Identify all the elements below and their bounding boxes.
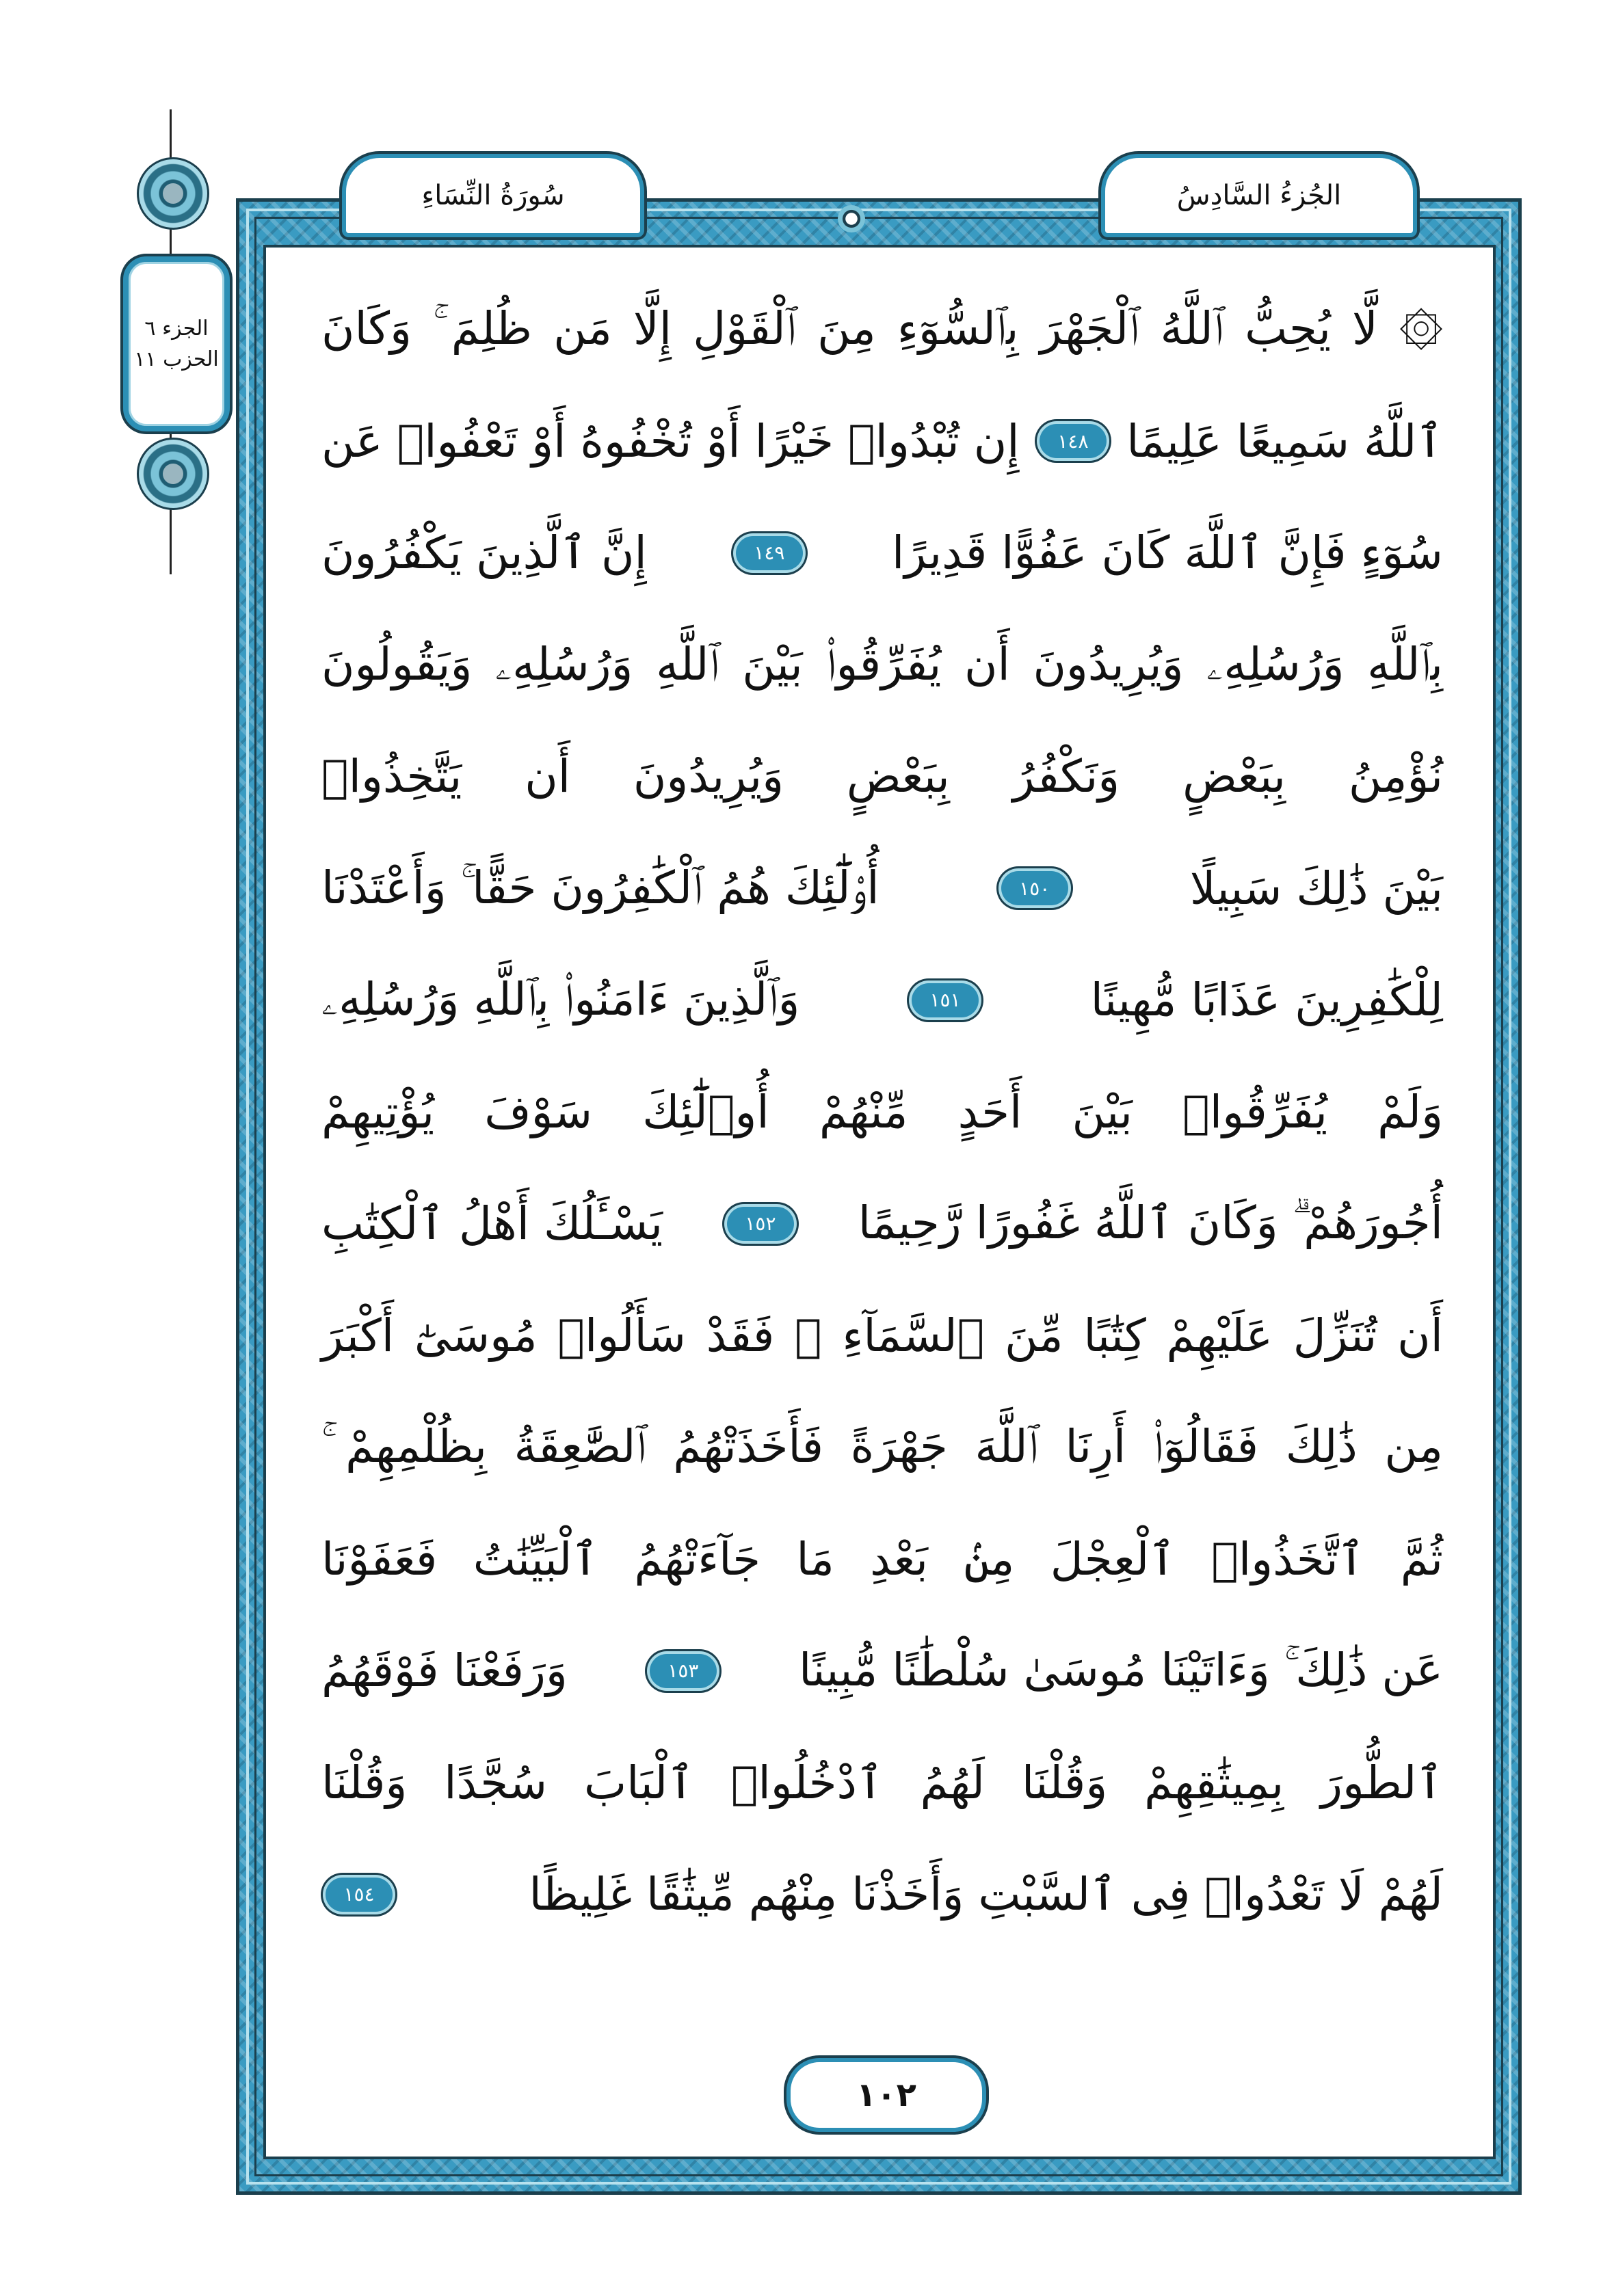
verse-text: أُجُورَهُمْ ۗ وَكَانَ ٱللَّهُ غَفُورًا رَّحِيمًا: [858, 1197, 1443, 1250]
verse-text: لِلْكَٰفِرِينَ عَذَابًا مُّهِينًا: [1090, 974, 1443, 1027]
verse-text: وَرَفَعْنَا فَوْقَهُمُ: [321, 1644, 568, 1698]
ayah-number-badge: ١٥٣: [650, 1654, 717, 1688]
verse-line: [321, 1168, 1443, 1280]
surah-title: سُورَةُ النِّسَاءِ: [342, 154, 644, 237]
juz-hizb-box: [123, 256, 230, 431]
verse-text: بِٱللَّهِ وَرُسُلِهِۦ وَيُرِيدُونَ أَن يُفَرِّقُوا۟ بَيْنَ ٱللَّهِ وَرُسُلِهِۦ وَيَقُولُونَ: [321, 637, 1443, 691]
juz-marker: [120, 109, 222, 574]
verse-line: [321, 1391, 1443, 1504]
verse-line: [321, 273, 1443, 386]
verses: [321, 273, 1443, 2065]
verse-text: إِن تُبْدُوا۟ خَيْرًا أَوْ تُخْفُوهُ أَوْ تَعْفُوا۟ عَن: [321, 414, 1020, 468]
verse-line: [321, 721, 1443, 833]
verse-text: مِن ذَٰلِكَ فَقَالُوٓا۟ أَرِنَا ٱللَّهَ جَهْرَةً فَأَخَذَتْهُمُ ٱلصَّٰعِقَةُ بِظُلْمِهِمْ ۚ: [321, 1420, 1443, 1473]
ayah-number-badge: ١٤٨: [1040, 424, 1107, 458]
ayah-number-badge: ١٥٠: [1001, 871, 1068, 905]
verse-text: نُؤْمِنُ بِبَعْضٍ وَنَكْفُرُ بِبَعْضٍ وَيُرِيدُونَ أَن يَتَّخِذُوا۟: [321, 750, 1443, 803]
verse-line: [321, 497, 1443, 609]
ayah-number-badge: ١٥٢: [727, 1207, 794, 1241]
verse-text: عَن ذَٰلِكَ ۚ وَءَاتَيْنَا مُوسَىٰ سُلْطَٰنًا مُّبِينًا: [799, 1644, 1443, 1697]
juz-label: الجزء ٦: [144, 317, 209, 341]
ayah-number-badge: ١٥١: [912, 983, 979, 1017]
verse-line: [321, 1504, 1443, 1616]
ayah-number-badge: ١٥٤: [326, 1878, 393, 1912]
verse-line: [321, 609, 1443, 721]
verse-text: أَن تُنَزِّلَ عَلَيْهِمْ كِتَٰبًا مِّنَ ٱلسَّمَآءِ ۚ فَقَدْ سَأَلُوا۟ مُوسَىٰٓ أَكْبَرَ: [321, 1309, 1443, 1362]
header-ornament-icon: [838, 205, 865, 232]
verse-line: [321, 1839, 1443, 1951]
verse-line: [321, 833, 1443, 945]
verse-text: يَسْـَٔلُكَ أَهْلُ ٱلْكِتَٰبِ: [321, 1197, 663, 1251]
verse-text: وَٱلَّذِينَ ءَامَنُوا۟ بِٱللَّهِ وَرُسُلِهِۦ: [321, 973, 800, 1026]
verse-line: [321, 1727, 1443, 1839]
verse-line: [321, 1615, 1443, 1727]
ayah-number-badge: ١٤٩: [736, 536, 803, 570]
verse-text: سُوٓءٍ فَإِنَّ ٱللَّهَ كَانَ عَفُوًّا قَدِيرًا: [892, 526, 1443, 580]
verse-text: أُو۟لَٰٓئِكَ هُمُ ٱلْكَٰفِرُونَ حَقًّا ۚ وَأَعْتَدْنَا: [321, 861, 879, 914]
verse-text: إِنَّ ٱلَّذِينَ يَكْفُرُونَ: [321, 526, 647, 580]
verse-text: ۞ لَّا يُحِبُّ ٱللَّهُ ٱلْجَهْرَ بِٱلسُّوٓءِ مِنَ ٱلْقَوْلِ إِلَّا مَن ظُلِمَ ۚ وَكَانَ: [321, 302, 1443, 356]
page-number: ١٠٢: [786, 2058, 986, 2132]
verse-text: بَيْنَ ذَٰلِكَ سَبِيلًا: [1189, 862, 1443, 915]
verse-text: وَلَمْ يُفَرِّقُوا۟ بَيْنَ أَحَدٍ مِّنْهُمْ أُو۟لَٰٓئِكَ سَوْفَ يُؤْتِيهِمْ: [321, 1085, 1443, 1138]
ornament-top-icon: [137, 157, 209, 230]
hizb-label: الحزب ١١: [134, 347, 219, 371]
juz-title: الجُزءُ السَّادِسُ: [1101, 154, 1417, 237]
verse-line: [321, 1056, 1443, 1169]
verse-line: [321, 1280, 1443, 1392]
ornament-bottom-icon: [137, 438, 209, 510]
verse-line: [321, 386, 1443, 498]
verse-text: لَهُمْ لَا تَعْدُوا۟ فِى ٱلسَّبْتِ وَأَخَذْنَا مِنْهُم مِّيثَٰقًا غَلِيظًا: [529, 1868, 1443, 1921]
verse-text: ثُمَّ ٱتَّخَذُوا۟ ٱلْعِجْلَ مِنۢ بَعْدِ مَا جَآءَتْهُمُ ٱلْبَيِّنَٰتُ فَعَفَوْنَا: [321, 1532, 1443, 1586]
verse-text: ٱلطُّورَ بِمِيثَٰقِهِمْ وَقُلْنَا لَهُمُ ٱدْخُلُوا۟ ٱلْبَابَ سُجَّدًا وَقُلْنَا: [321, 1756, 1443, 1809]
verse-line: [321, 944, 1443, 1056]
verse-text: ٱللَّهُ سَمِيعًا عَلِيمًا: [1126, 414, 1443, 468]
